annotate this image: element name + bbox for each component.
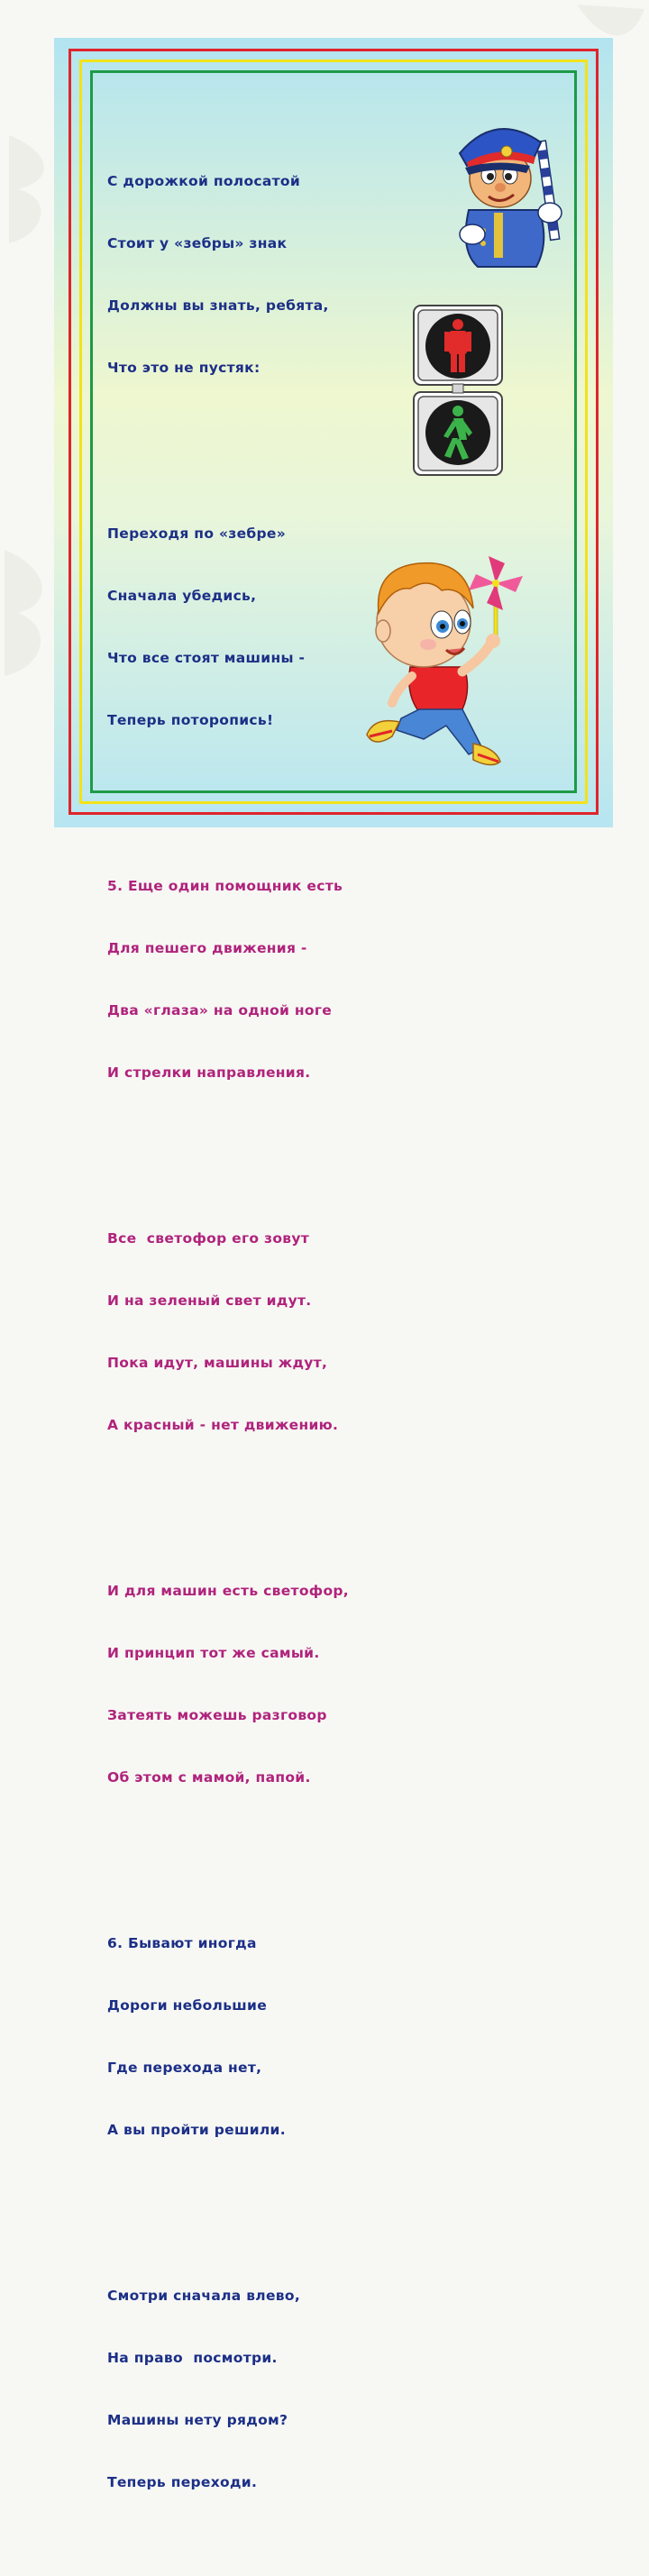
poem-line: Дороги небольшие [107,1997,268,2014]
poem-line: Два «глаза» на одной ноге [107,1002,333,1019]
poem-line: 6. Бывают иногда [107,1935,257,1951]
poem-line: Машины нету рядом? [107,2412,288,2428]
poem-line: 5. Еще один помощник есть [107,878,343,894]
stanza-4 [107,1187,378,1477]
poem-line: Переходя по «зебре» [107,525,287,542]
poem-line: Сначала убедись, [107,588,257,604]
poem-line: Пока идут, машины ждут, [107,1355,328,1371]
traffic-policeman-icon [433,115,572,269]
running-boy-icon [356,545,518,789]
poem-line: Об этом с мамой, папой. [107,1769,311,1786]
poem-line: Теперь переходи. [107,2474,258,2490]
poem-line: Где перехода нет, [107,2060,262,2076]
poem-line: Стоит у «зебры» знак [107,235,288,251]
poem-line: И стрелки направления. [107,1064,311,1081]
stanza-2 [107,482,378,772]
stanza-3 [107,835,378,1125]
poem-line: Все светофор его зовут [107,1230,310,1247]
poem-line: И принцип тот же самый. [107,1645,320,1661]
poem-text [107,88,378,2576]
poem-line: Что все стоят машины - [107,650,306,666]
stanza-5 [107,1539,378,1830]
poem-line: С дорожкой полосатой [107,173,301,189]
stanza-7 [107,2244,378,2535]
poem-line: А вы пройти решили. [107,2122,286,2138]
poem-line: А красный - нет движению. [107,1417,339,1433]
stanza-6 [107,1892,378,2182]
poem-line: Смотри сначала влево, [107,2288,301,2304]
poem-line: Теперь поторопись! [107,712,274,728]
poem-line: На право посмотри. [107,2350,278,2366]
traffic-light-icon [413,305,503,478]
poem-line: Что это не пустяк: [107,360,261,376]
poem-line: Должны вы знать, ребята, [107,297,329,314]
poem-line: И на зеленый свет идут. [107,1293,312,1309]
stanza-1 [107,130,378,420]
poem-line: И для машин есть светофор, [107,1583,349,1599]
poem-line: Затеять можешь разговор [107,1707,327,1723]
poem-line: Для пешего движения - [107,940,307,956]
